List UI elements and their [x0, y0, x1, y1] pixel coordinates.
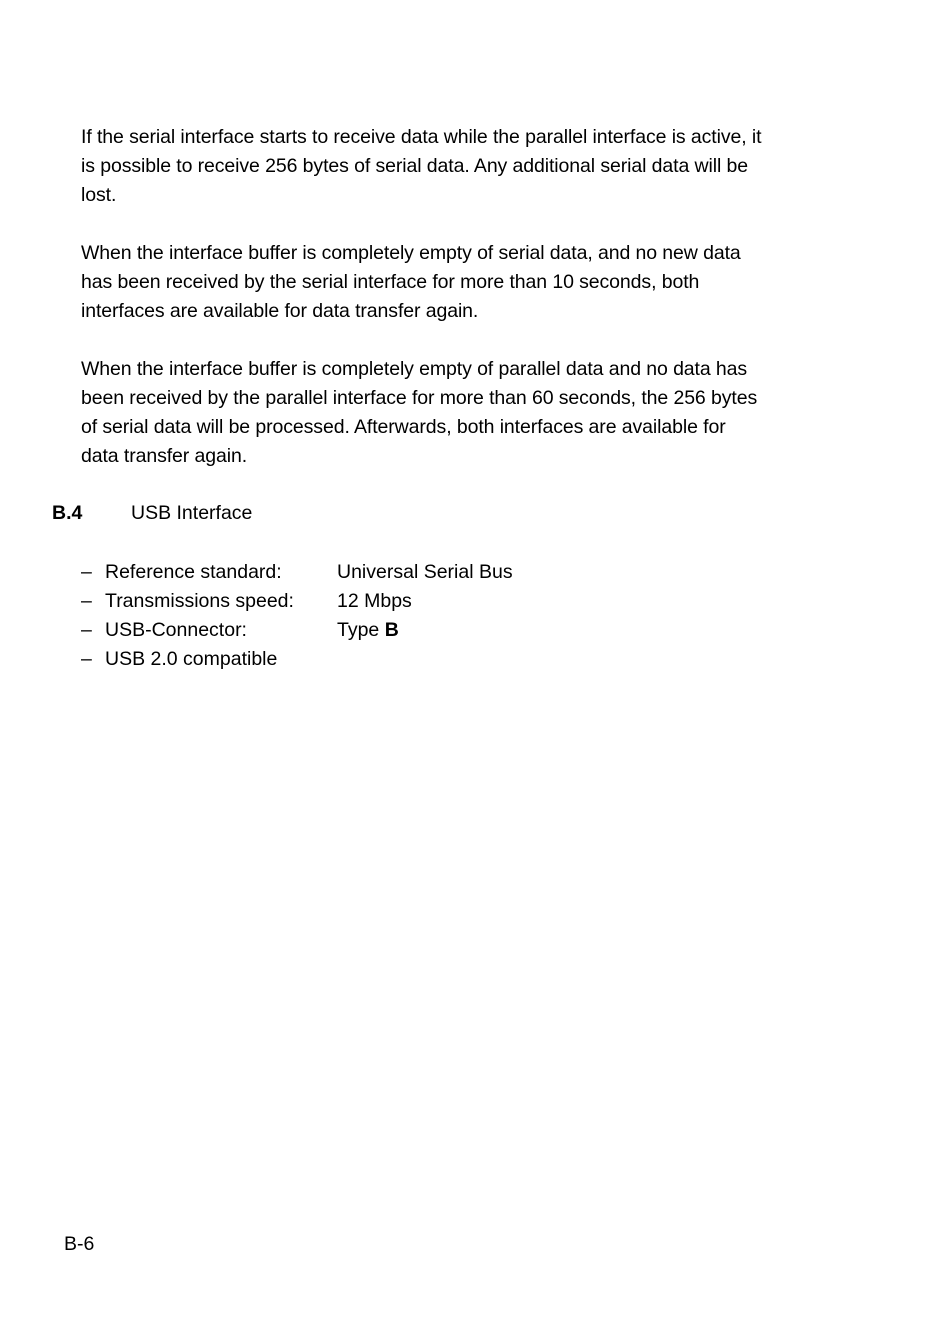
spec-item — [81, 645, 513, 674]
spec-item — [81, 558, 513, 587]
paragraph-parallel-buffer-empty — [81, 355, 811, 471]
paragraph-line: been received by the parallel interface for more than 60 seconds, the 256 bytes — [81, 387, 758, 409]
paragraph-line: data transfer again. — [81, 445, 248, 467]
paragraph-line: When the interface buffer is completely empty of serial data, and no new data — [81, 242, 741, 264]
list-dash: – — [81, 561, 92, 583]
section-title: USB Interface — [131, 502, 253, 524]
paragraph-line: When the interface buffer is completely empty of parallel data and no data has — [81, 358, 748, 380]
spec-value: Universal Serial Bus — [337, 561, 513, 583]
list-dash: – — [81, 619, 92, 641]
usb-spec-list — [81, 558, 513, 674]
spec-value: Type — [337, 619, 385, 641]
list-dash: – — [81, 648, 92, 670]
paragraph-line: If the serial interface starts to receive data while the parallel interface is active, it — [81, 126, 762, 148]
paragraph-line: interfaces are available for data transfer again. — [81, 300, 479, 322]
spec-item — [81, 587, 513, 616]
spec-label: USB 2.0 compatible — [105, 648, 278, 670]
spec-label: Transmissions speed: — [105, 590, 294, 612]
paragraph-line: has been received by the serial interface for more than 10 seconds, both — [81, 271, 700, 293]
spec-item — [81, 616, 513, 645]
section-heading — [52, 499, 252, 528]
spec-value: 12 Mbps — [337, 590, 412, 612]
spec-value-bold: B — [384, 619, 399, 641]
spec-label: Reference standard: — [105, 561, 282, 583]
paragraph-line: of serial data will be processed. Afterwards, both interfaces are available for — [81, 416, 726, 438]
page-number: B-6 — [64, 1233, 95, 1255]
paragraph-serial-buffer-empty — [81, 239, 811, 326]
list-dash: – — [81, 590, 92, 612]
paragraph-line: is possible to receive 256 bytes of serial data. Any additional serial data will be — [81, 155, 749, 177]
paragraph-line: lost. — [81, 184, 117, 206]
spec-label: USB-Connector: — [105, 619, 247, 641]
paragraph-serial-receive — [81, 123, 811, 210]
section-number: B.4 — [52, 502, 83, 524]
